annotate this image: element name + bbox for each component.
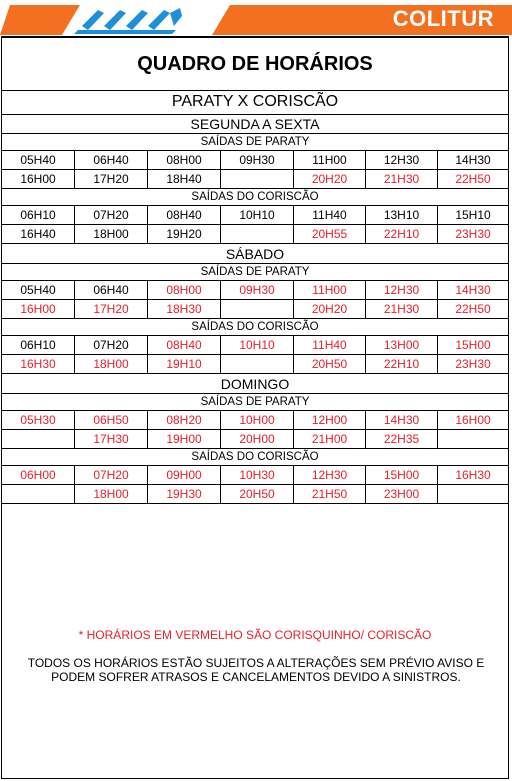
departure-time: 06H40 [75,281,148,299]
departure-time: 17H20 [75,300,148,318]
departure-time: 09H30 [221,281,294,299]
departure-time: 14H30 [366,411,438,429]
departure-time [438,485,508,503]
departure-time: 20H20 [294,170,366,188]
departure-time: 07H20 [75,336,148,354]
departure-time: 16H40 [2,225,75,243]
schedule-frame [1,36,509,779]
day-header: DOMINGO [2,374,508,394]
departure-time: 22H50 [455,302,491,316]
departure-time: 06H00 [2,466,75,484]
page-title: QUADRO DE HORÁRIOS [2,38,508,91]
departure-time: 23H30 [455,227,491,241]
route-title: PARATY X CORISCÃO [2,90,508,115]
departure-time: 22H50 [455,172,491,186]
time-row [2,300,508,319]
departure-time [2,430,75,448]
time-row [2,281,508,300]
red-times-note: * HORÁRIOS EM VERMELHO SÃO CORISQUINHO/ CORISCÃO [78,628,432,642]
departure-time: 21H50 [294,485,366,503]
departure-time: 14H30 [455,283,491,297]
departure-time: 20H20 [294,300,366,318]
departure-time: 10H00 [221,411,294,429]
disclaimer-text: TODOS OS HORÁRIOS ESTÃO SUJEITOS A ALTERAÇÕES SEM PRÉVIO AVISO E PODEM SOFRER ATRASOS E CANCELAMENTOS DEVIDO A SINISTROS. [27,656,485,684]
departure-time: 06H10 [2,206,75,224]
departure-time: 12H00 [294,411,366,429]
departure-group-header: SAÍDAS DE PARATY [2,134,508,151]
departure-time: 20H50 [294,355,366,373]
departure-time: 22H10 [366,225,438,243]
departure-time: 20H50 [221,485,294,503]
departure-time: 18H00 [75,225,148,243]
day-header: SEGUNDA A SEXTA [2,114,508,134]
departure-time: 08H40 [148,336,221,354]
departure-time: 20H55 [294,225,366,243]
departure-time [221,355,294,373]
departure-time: 11H00 [294,281,366,299]
departure-time: 08H40 [148,206,221,224]
departure-time: 21H30 [366,170,438,188]
departure-time: 19H30 [148,485,221,503]
departure-time: 23H00 [366,485,438,503]
departure-time: 15H00 [455,338,491,352]
time-row [2,151,508,170]
departure-time: 19H10 [148,355,221,373]
departure-time: 06H10 [2,336,75,354]
departure-group-header: SAÍDAS DO CORISCÃO [2,319,508,336]
time-row [2,206,508,225]
departure-time: 14H30 [455,153,491,167]
departure-time: 15H10 [455,208,491,222]
departure-time [221,225,294,243]
departure-group-header: SAÍDAS DE PARATY [2,264,508,281]
departure-time: 18H30 [148,300,221,318]
brand-name: COLITUR [392,6,494,31]
departure-time: 21H00 [294,430,366,448]
departure-time: 19H00 [148,430,221,448]
departure-time: 17H30 [75,430,148,448]
colitur-stripes-logo [74,8,182,34]
header-banner [0,0,512,36]
departure-time: 16H30 [455,468,491,482]
departure-time: 11H00 [294,151,366,169]
departure-time: 19H20 [148,225,221,243]
day-header: SÁBADO [2,244,508,264]
departure-time: 22H35 [366,430,438,448]
departure-time: 09H00 [148,466,221,484]
departure-time: 16H30 [2,355,75,373]
departure-time: 23H30 [455,357,491,371]
departure-time [221,300,294,318]
departure-time: 05H40 [2,151,75,169]
time-row [2,336,508,355]
departure-time: 18H00 [75,355,148,373]
departure-time: 08H00 [148,281,221,299]
departure-time: 05H30 [2,411,75,429]
departure-time: 10H10 [221,206,294,224]
departure-time: 12H30 [366,281,438,299]
time-row [2,430,508,449]
departure-time [2,485,75,503]
departure-time: 07H20 [75,466,148,484]
departure-time: 05H40 [2,281,75,299]
time-row [2,411,508,430]
departure-group-header: SAÍDAS DE PARATY [2,394,508,411]
departure-time: 09H30 [221,151,294,169]
time-row [2,466,508,485]
departure-time: 21H30 [366,300,438,318]
time-row [2,485,508,504]
departure-time [438,430,508,448]
time-row [2,355,508,374]
departure-time: 17H20 [75,170,148,188]
departure-time: 18H00 [75,485,148,503]
departure-time: 15H00 [366,466,438,484]
departure-time: 12H30 [294,466,366,484]
departure-time: 10H10 [221,336,294,354]
departure-time: 06H40 [75,151,148,169]
departure-time: 11H40 [294,336,366,354]
departure-group-header: SAÍDAS DO CORISCÃO [2,189,508,206]
time-row [2,170,508,189]
departure-time: 08H20 [148,411,221,429]
departure-time: 16H00 [2,300,75,318]
departure-time: 20H00 [221,430,294,448]
departure-time: 10H30 [221,466,294,484]
time-row [2,225,508,244]
departure-time: 06H50 [75,411,148,429]
departure-time: 13H10 [366,206,438,224]
departure-time: 22H10 [366,355,438,373]
schedule-table [2,114,508,504]
departure-time: 13H00 [366,336,438,354]
departure-time [221,170,294,188]
departure-time: 08H00 [148,151,221,169]
departure-time: 11H40 [294,206,366,224]
departure-time: 16H00 [2,170,75,188]
departure-time: 18H40 [148,170,221,188]
departure-time: 07H20 [75,206,148,224]
departure-group-header: SAÍDAS DO CORISCÃO [2,449,508,466]
departure-time: 12H30 [366,151,438,169]
departure-time: 16H00 [455,413,491,427]
